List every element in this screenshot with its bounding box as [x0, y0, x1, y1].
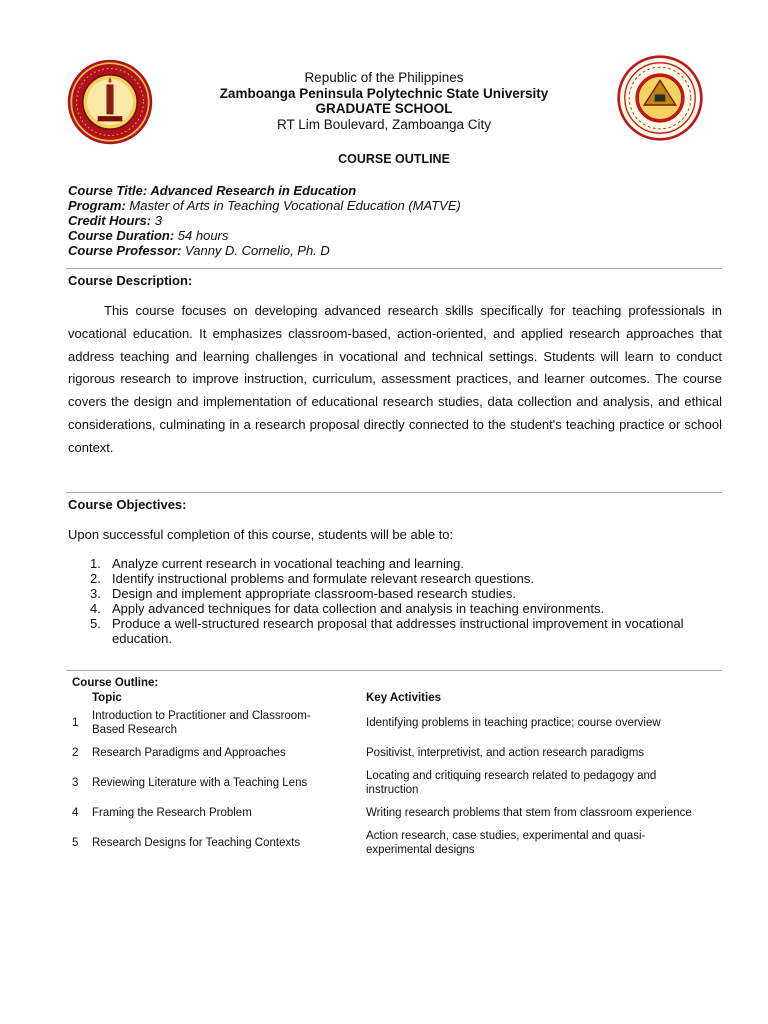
duration-value: 54 hours: [177, 228, 229, 243]
graduate-school-seal-icon: [616, 54, 704, 142]
school-name: GRADUATE SCHOOL: [315, 101, 453, 116]
objectives-heading: Course Objectives:: [68, 497, 187, 512]
course-title: Course Title: Advanced Research in Education: [68, 183, 357, 198]
row-topic: Introduction to Practitioner and Classroom-Based Research: [92, 710, 311, 736]
table-row: [66, 828, 726, 858]
university-seal-icon: [66, 58, 154, 146]
table-row: [66, 768, 726, 798]
list-item: 4. Apply advanced techniques for data collection and analysis in teaching environments.: [90, 601, 605, 616]
professor-label: Course Professor:: [68, 243, 182, 258]
topic-column-header: Topic: [92, 692, 122, 704]
program-value: Master of Arts in Teaching Vocational Education (MATVE): [129, 198, 461, 213]
row-activities: Action research, case studies, experimental and quasi-experimental designs: [366, 830, 646, 856]
description-heading: Course Description:: [68, 273, 193, 288]
row-topic: Research Designs for Teaching Contexts: [92, 837, 301, 849]
row-number: 5: [72, 837, 79, 849]
table-row: [66, 708, 726, 738]
university-address: RT Lim Boulevard, Zamboanga City: [276, 116, 492, 132]
list-item: 3. Design and implement appropriate classroom-based research studies.: [90, 586, 516, 601]
row-topic: Reviewing Literature with a Teaching Lens: [92, 777, 308, 789]
objectives-list: [90, 556, 690, 646]
row-topic: Research Paradigms and Approaches: [92, 747, 286, 759]
list-item: 5. Produce a well-structured research proposal that addresses instructional improvement in vocational education.: [90, 616, 684, 646]
activities-column-header: Key Activities: [366, 692, 441, 704]
divider: [66, 670, 722, 671]
list-item: 1. Analyze current research in vocational teaching and learning.: [90, 556, 464, 571]
program-label: Program:: [68, 198, 126, 213]
row-number: 1: [72, 717, 79, 729]
row-activities: Positivist, interpretivist, and action research paradigms: [366, 747, 645, 759]
outline-heading: Course Outline:: [72, 677, 159, 689]
row-activities: Identifying problems in teaching practice; course overview: [366, 717, 661, 729]
professor-value: Vanny D. Cornelio, Ph. D: [185, 243, 330, 258]
credit-hours-value: 3: [154, 213, 162, 228]
row-activities: Writing research problems that stem from classroom experience: [366, 807, 692, 819]
objectives-intro: Upon successful completion of this course, students will be able to:: [68, 527, 454, 542]
row-number: 3: [72, 777, 79, 789]
course-info: [68, 183, 461, 258]
university-name: Zamboanga Peninsula Polytechnic State University: [219, 85, 549, 101]
row-number: 4: [72, 807, 79, 819]
list-item: 2. Identify instructional problems and formulate relevant research questions.: [90, 571, 534, 586]
table-row: [66, 738, 726, 768]
header-line1: Republic of the Philippines: [304, 70, 464, 85]
document-title: COURSE OUTLINE: [338, 152, 450, 166]
description-text: This course focuses on developing advanced research skills specifically for teaching professionals in vocational education. It emphasizes classroom-based, action-oriented, and applied research approaches that address teaching and learning challenges in vocational and technical settings. Students will learn to conduct rigorous research to improve instruction, curriculum, assessment practices, and learner outcomes. The course covers the design and implementation of educational research studies, data collection and analysis, and ethical considerations, culminating in a research proposal directly connected to the student's teaching practice or school context.: [68, 303, 722, 455]
divider: [66, 492, 722, 493]
document-header: [150, 70, 618, 132]
credit-hours-label: Credit Hours:: [68, 213, 152, 228]
row-number: 2: [72, 747, 79, 759]
divider: [66, 268, 722, 269]
course-description: [68, 300, 722, 460]
table-row: [66, 798, 726, 828]
row-activities: Locating and critiquing research related to pedagogy and instruction: [366, 770, 657, 796]
row-topic: Framing the Research Problem: [92, 807, 252, 819]
duration-label: Course Duration:: [68, 228, 175, 243]
